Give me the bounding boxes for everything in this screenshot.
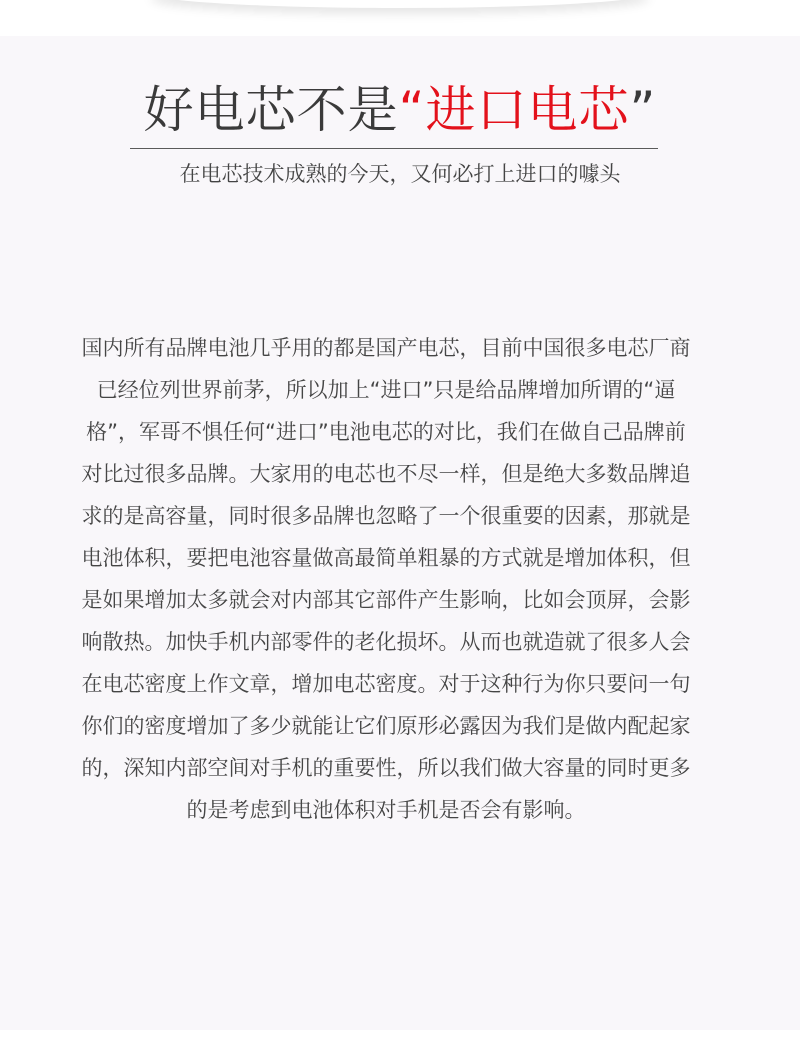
title-accent-text: “进口电芯 [398, 81, 630, 139]
title-main-text: 好电芯不是 [143, 81, 399, 139]
page-title [0, 80, 800, 140]
title-close-quote: ” [629, 81, 657, 139]
page-subtitle: 在电芯技术成熟的今天，又何必打上进口的噱头 [179, 162, 621, 186]
article-body: 国内所有品牌电池几乎用的都是国产电芯，目前中国很多电芯厂商已经位列世界前茅，所以加上“进口”只是给品牌增加所谓的“逼格”，军哥不惧任何“进口”电池电芯的对比，我们在做自己品牌前对比过很多品牌。大家用的电芯也不尽一样，但是绝大多数品牌追求的是高容量，同时很多品牌也忽略了一个很重要的因素，那就是电池体积，要把电池容量做高最简单粗暴的方式就是增加体积，但是如果增加太多就会对内部其它部件产生影响，比如会顶屏，会影响散热。加快手机内部零件的老化损坏。从而也就造就了很多人会在电芯密度上作文章，增加电芯密度。对于这种行为你只要问一句你们的密度增加了多少就能让它们原形必露因为我们是做内配起家的，深知内部空间对手机的重要性，所以我们做大容量的同时更多的是考虑到电池体积对手机是否会有影响。 [81, 336, 691, 822]
top-shadow-decoration [150, 0, 650, 8]
title-divider [130, 148, 658, 149]
